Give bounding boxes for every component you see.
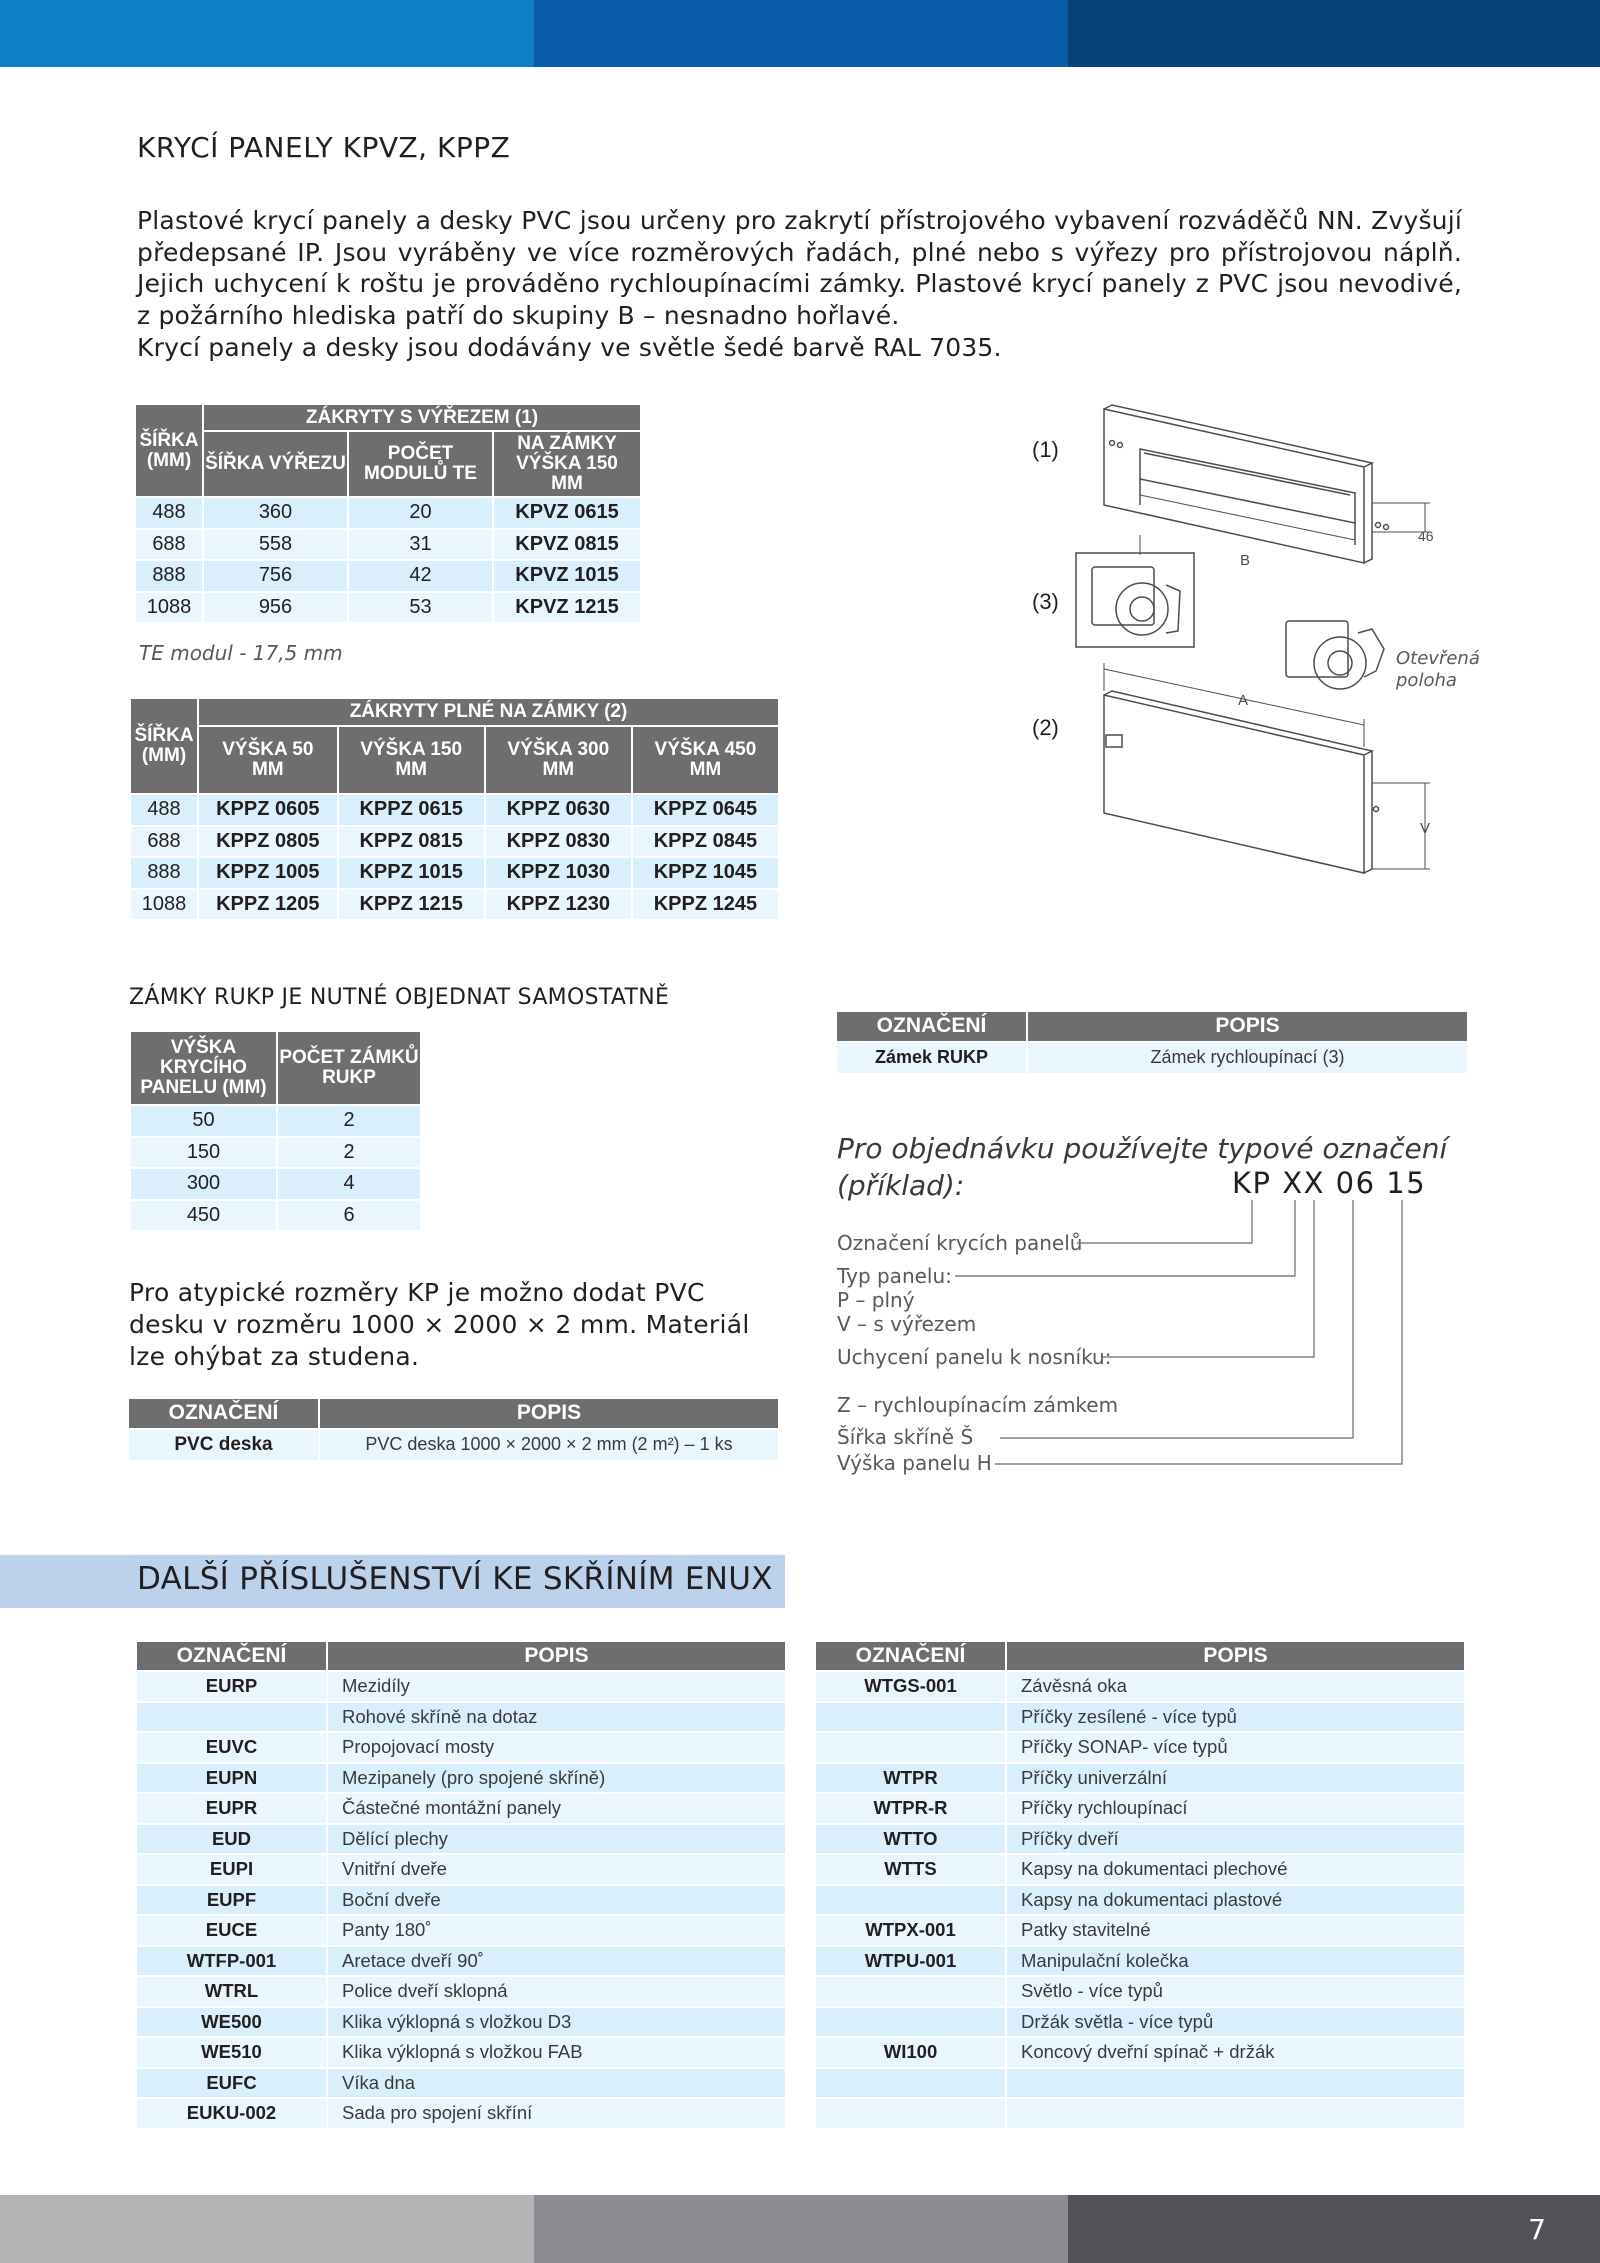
table-row: WTTS Kapsy na dokumentaci plechové xyxy=(816,1855,1464,1884)
header-modules: POČET MODULŮ TE xyxy=(349,432,492,496)
locks-table xyxy=(129,1030,422,1232)
header-lock-count: POČET ZÁMKŮ RUKP xyxy=(278,1032,420,1104)
table-row: 450 6 xyxy=(131,1201,420,1231)
table-row: Příčky zesílené - více typů xyxy=(816,1703,1464,1732)
table-row: WTPR Příčky univerzální xyxy=(816,1764,1464,1793)
table-row: 888 KPPZ 1005 KPPZ 1015 KPPZ 1030 KPPZ 1045 xyxy=(131,858,778,888)
dim-46: 46 xyxy=(1418,528,1434,544)
header-code: OZNAČENÍ xyxy=(137,1642,326,1670)
callout-2: (2) xyxy=(1032,715,1059,740)
table-row: Světlo - více typů xyxy=(816,1977,1464,2006)
table-row: WTPR-R Příčky rychloupínací xyxy=(816,1794,1464,1823)
table-row: WTGS-001 Závěsná oka xyxy=(816,1672,1464,1701)
order-label-panel: Označení krycích panelů xyxy=(837,1231,1083,1255)
table-row: 888 756 42 KPVZ 1015 xyxy=(136,561,640,591)
pvc-table xyxy=(127,1397,780,1462)
table-row: Příčky SONAP- více typů xyxy=(816,1733,1464,1762)
table-row: 688 KPPZ 0805 KPPZ 0815 KPPZ 0830 KPPZ 0845 xyxy=(131,827,778,857)
table-row: WTPU-001 Manipulační kolečka xyxy=(816,1947,1464,1976)
section-band xyxy=(0,1555,785,1608)
header-group: ZÁKRYTY S VÝŘEZEM (1) xyxy=(204,405,640,430)
section-title: KRYCÍ PANELY KPVZ, KPPZ xyxy=(137,131,511,164)
order-label-type: Typ panelu: xyxy=(837,1264,952,1288)
order-label-lock: Z – rychloupínacím zámkem xyxy=(837,1393,1119,1417)
table-row: EUPR Částečné montážní panely xyxy=(137,1794,785,1823)
table-row: WE510 Klika výklopná s vložkou FAB xyxy=(137,2038,785,2067)
table-row: EUPN Mezipanely (pro spojené skříně) xyxy=(137,1764,785,1793)
rukp-table xyxy=(835,1010,1469,1075)
header-code: OZNAČENÍ xyxy=(129,1399,318,1428)
table-row: EUCE Panty 180˚ xyxy=(137,1916,785,1945)
open-position-label: Otevřená poloha xyxy=(1396,648,1480,691)
header-desc: POPIS xyxy=(1028,1012,1467,1041)
header-width: ŠÍŘKA (MM) xyxy=(131,699,197,793)
header-panel-height: VÝŠKA KRYCÍHO PANELU (MM) xyxy=(131,1032,276,1104)
header-width: ŠÍŘKA (MM) xyxy=(136,405,202,496)
header-desc: POPIS xyxy=(320,1399,778,1428)
table-row: 300 4 xyxy=(131,1169,420,1199)
table-row: 50 2 xyxy=(131,1106,420,1136)
order-code: KP XX 06 15 xyxy=(1232,1166,1427,1200)
kppz-table xyxy=(129,697,780,921)
header-height-300: VÝŠKA 300 MM xyxy=(486,727,631,793)
bottom-color-bar xyxy=(0,2195,1600,2263)
order-label-height: Výška panelu H xyxy=(837,1451,992,1475)
callout-1: (1) xyxy=(1032,437,1059,462)
table-row: 488 360 20 KPVZ 0615 xyxy=(136,498,640,528)
table-row: 150 2 xyxy=(131,1138,420,1168)
kpvz-table xyxy=(134,403,642,624)
table-row: 688 558 31 KPVZ 0815 xyxy=(136,530,640,560)
intro-color-note: Krycí panely a desky jsou dodávány ve světle šedé barvě RAL 7035. xyxy=(137,333,1002,362)
table-row: WTRL Police dveří sklopná xyxy=(137,1977,785,2006)
header-height: NA ZÁMKY VÝŠKA 150 MM xyxy=(494,432,640,496)
table-row: EUFC Víka dna xyxy=(137,2069,785,2098)
accessories-table-left xyxy=(135,1640,787,2130)
table-row: WTFP-001 Aretace dveří 90˚ xyxy=(137,1947,785,1976)
table-row: EUKU-002 Sada pro spojení skříní xyxy=(137,2099,785,2128)
header-code: OZNAČENÍ xyxy=(816,1642,1005,1670)
order-text-2: (příklad): xyxy=(837,1169,965,1202)
top-color-bar xyxy=(0,0,1600,67)
header-height-50: VÝŠKA 50 MM xyxy=(199,727,337,793)
header-height-150: VÝŠKA 150 MM xyxy=(339,727,484,793)
table-row: WTPX-001 Patky stavitelné xyxy=(816,1916,1464,1945)
dim-a: A xyxy=(1238,692,1249,709)
table-row xyxy=(816,2099,1464,2128)
table-row: EUPF Boční dveře xyxy=(137,1886,785,1915)
table-row: 1088 956 53 KPVZ 1215 xyxy=(136,593,640,623)
pvc-paragraph: Pro atypické rozměry KP je možno dodat PVC desku v rozměru 1000 × 2000 × 2 mm. Materiál lze ohýbat za studena. xyxy=(129,1278,750,1371)
table-row: EUVC Propojovací mosty xyxy=(137,1733,785,1762)
table-row: WI100 Koncový dveřní spínač + držák xyxy=(816,2038,1464,2067)
order-leader-lines xyxy=(837,1200,1417,1470)
panel-drawing xyxy=(1020,395,1500,885)
order-label-width: Šířka skříně Š xyxy=(837,1425,974,1449)
header-desc: POPIS xyxy=(1007,1642,1464,1670)
table-row: Držák světla - více typů xyxy=(816,2008,1464,2037)
dim-b: B xyxy=(1240,552,1251,569)
intro-paragraph: Plastové krycí panely a desky PVC jsou určeny pro zakrytí přístrojového vybavení rozváděčů NN. Zvyšují předepsané IP. Jsou vyráběny ve více rozměrových řadách, plné nebo s výřezy pro přístrojovou náplň. Jejich uchycení k roštu je prováděno rychloupínacími zámky. Plastové krycí panely z PVC jsou nevodivé, z požárního hlediska patří do skupiny B – nesnadno hořlavé. xyxy=(137,206,1462,330)
order-label-full: P – plný xyxy=(837,1288,915,1312)
table-row xyxy=(816,2069,1464,2098)
table-row: Rohové skříně na dotaz xyxy=(137,1703,785,1732)
header-cut-width: ŠÍŘKA VÝŘEZU xyxy=(204,432,347,496)
order-label-mount: Uchycení panelu k nosníku: xyxy=(837,1345,1112,1369)
dim-v: V xyxy=(1420,820,1431,837)
table-row: WE500 Klika výklopná s vložkou D3 xyxy=(137,2008,785,2037)
te-module-note: TE modul - 17,5 mm xyxy=(139,641,343,665)
table-row: 488 KPPZ 0605 KPPZ 0615 KPPZ 0630 KPPZ 0645 xyxy=(131,795,778,825)
table-row: EUPI Vnitřní dveře xyxy=(137,1855,785,1884)
header-code: OZNAČENÍ xyxy=(837,1012,1026,1041)
header-height-450: VÝŠKA 450 MM xyxy=(633,727,778,793)
order-label-cut: V – s výřezem xyxy=(837,1312,977,1336)
table-row: EURP Mezidíly xyxy=(137,1672,785,1701)
callout-3: (3) xyxy=(1032,589,1059,614)
page-number: 7 xyxy=(1528,2213,1546,2246)
table-row: EUD Dělící plechy xyxy=(137,1825,785,1854)
section-title-accessories: DALŠÍ PŘÍSLUŠENSTVÍ KE SKŘÍNÍM ENUX xyxy=(137,1561,773,1597)
table-row: Kapsy na dokumentaci plastové xyxy=(816,1886,1464,1915)
header-desc: POPIS xyxy=(328,1642,785,1670)
order-text-1: Pro objednávku používejte typové označení xyxy=(837,1132,1448,1165)
header-group: ZÁKRYTY PLNÉ NA ZÁMKY (2) xyxy=(199,699,778,725)
table-row: PVC deska PVC deska 1000 × 2000 × 2 mm (2 m²) – 1 ks xyxy=(129,1430,778,1460)
table-row: 1088 KPPZ 1205 KPPZ 1215 KPPZ 1230 KPPZ 1245 xyxy=(131,890,778,920)
table-row: Zámek RUKP Zámek rychloupínací (3) xyxy=(837,1043,1467,1073)
locks-title: ZÁMKY RUKP JE NUTNÉ OBJEDNAT SAMOSTATNĚ xyxy=(129,985,670,1010)
table-row: WTTO Příčky dveří xyxy=(816,1825,1464,1854)
accessories-table-right xyxy=(814,1640,1466,2130)
